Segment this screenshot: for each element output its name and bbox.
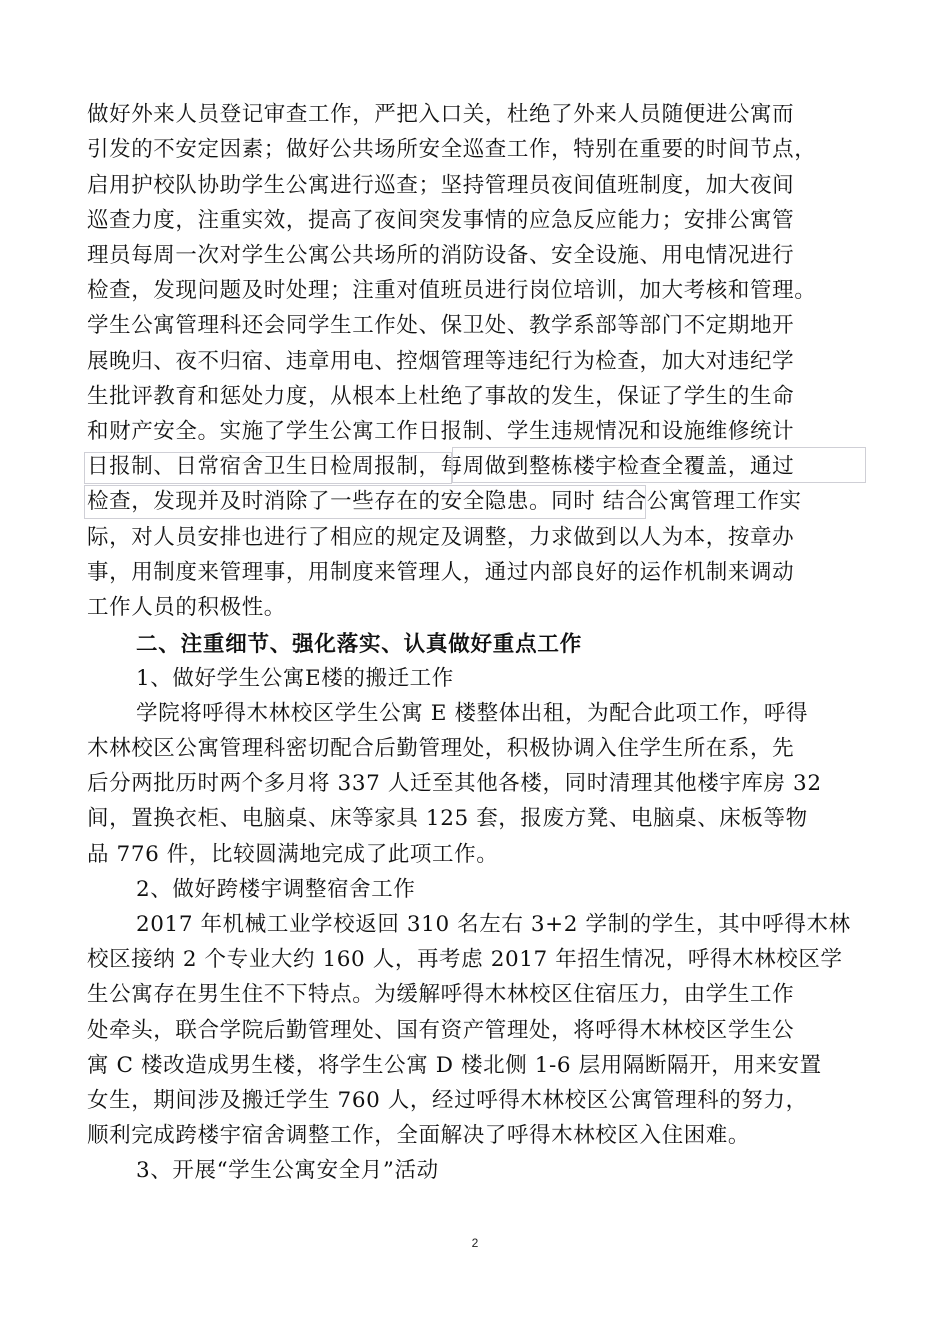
- paragraph-line: 校区接纳 2 个专业大约 160 人，再考虑 2017 年招生情况，呼得木林校区学: [87, 947, 843, 972]
- paragraph-line: 品 776 件，比较圆满地完成了此项工作。: [87, 842, 499, 867]
- paragraph-line: 生批评教育和惩处力度，从根本上杜绝了事故的发生，保证了学生的生命: [87, 384, 795, 409]
- paragraph-line: 巡查力度，注重实效，提高了夜间突发事情的应急反应能力；安排公寓管: [87, 208, 795, 233]
- paragraph-line: 2017 年机械工业学校返回 310 名左右 3+2 学制的学生，其中呼得木林: [136, 912, 851, 937]
- paragraph-line: 后分两批历时两个多月将 337 人迁至其他各楼，同时清理其他楼宇库房 32: [87, 771, 822, 796]
- page-number: 2: [471, 1236, 479, 1250]
- paragraph-line: 启用护校队协助学生公寓进行巡查；坚持管理员夜间值班制度，加大夜间: [87, 173, 795, 198]
- paragraph-line: 生公寓存在男生住不下特点。为缓解呼得木林校区住宿压力，由学生工作: [87, 982, 795, 1007]
- section-heading: 二、注重细节、强化落实、认真做好重点工作: [136, 632, 583, 657]
- paragraph-line: 学生公寓管理科还会同学生工作处、保卫处、教学系部等部门不定期地开: [87, 313, 795, 338]
- paragraph-line: 寓 C 楼改造成男生楼，将学生公寓 D 楼北侧 1-6 层用隔断隔开，用来安置: [87, 1053, 822, 1078]
- paragraph-line: 展晚归、夜不归宿、违章用电、控烟管理等违纪行为检查，加大对违纪学: [87, 349, 795, 374]
- paragraph-line: 际，对人员安排也进行了相应的规定及调整，力求做到以人为本，按章办: [87, 525, 795, 550]
- paragraph-line: 检查，发现问题及时处理；注重对值班员进行岗位培训，加大考核和管理。: [87, 278, 817, 303]
- paragraph-line: 和财产安全。实施了学生公寓工作日报制、学生违规情况和设施维修统计: [87, 419, 795, 444]
- paragraph-line: 间，置换衣柜、电脑桌、床等家具 125 套，报废方凳、电脑桌、床板等物: [87, 806, 808, 831]
- paragraph-line: 理员每周一次对学生公寓公共场所的消防设备、安全设施、用电情况进行: [87, 243, 795, 268]
- item-title: 3、开展“学生公寓安全月”活动: [136, 1158, 439, 1183]
- paragraph-line: 顺利完成跨楼宇宿舍调整工作，全面解决了呼得木林校区入住困难。: [87, 1123, 751, 1148]
- paragraph-line: 木林校区公寓管理科密切配合后勤管理处，积极协调入住学生所在系，先: [87, 736, 795, 761]
- paragraph-line: 工作人员的积极性。: [87, 595, 286, 620]
- paragraph-line: 做好外来人员登记审查工作，严把入口关，杜绝了外来人员随便进公寓而: [87, 102, 795, 127]
- paragraph-line: 日报制、日常宿舍卫生日检周报制，每周做到整栋楼宇检查全覆盖，通过: [87, 454, 795, 479]
- paragraph-line: 检查，发现并及时消除了一些存在的安全隐患。同时 结合公寓管理工作实: [87, 489, 802, 514]
- paragraph-line: 处牵头，联合学院后勤管理处、国有资产管理处，将呼得木林校区学生公: [87, 1018, 795, 1043]
- paragraph-line: 学院将呼得木林校区学生公寓 E 楼整体出租，为配合此项工作，呼得: [136, 701, 809, 726]
- paragraph-line: 引发的不安定因素；做好公共场所安全巡查工作，特别在重要的时间节点，: [87, 137, 817, 162]
- paragraph-line: 事，用制度来管理事，用制度来管理人，通过内部良好的运作机制来调动: [87, 560, 795, 585]
- paragraph-line: 女生，期间涉及搬迁学生 760 人，经过呼得木林校区公寓管理科的努力，: [87, 1088, 808, 1113]
- item-title: 2、做好跨楼宇调整宿舍工作: [136, 877, 416, 902]
- item-title: 1、做好学生公寓E楼的搬迁工作: [136, 666, 454, 691]
